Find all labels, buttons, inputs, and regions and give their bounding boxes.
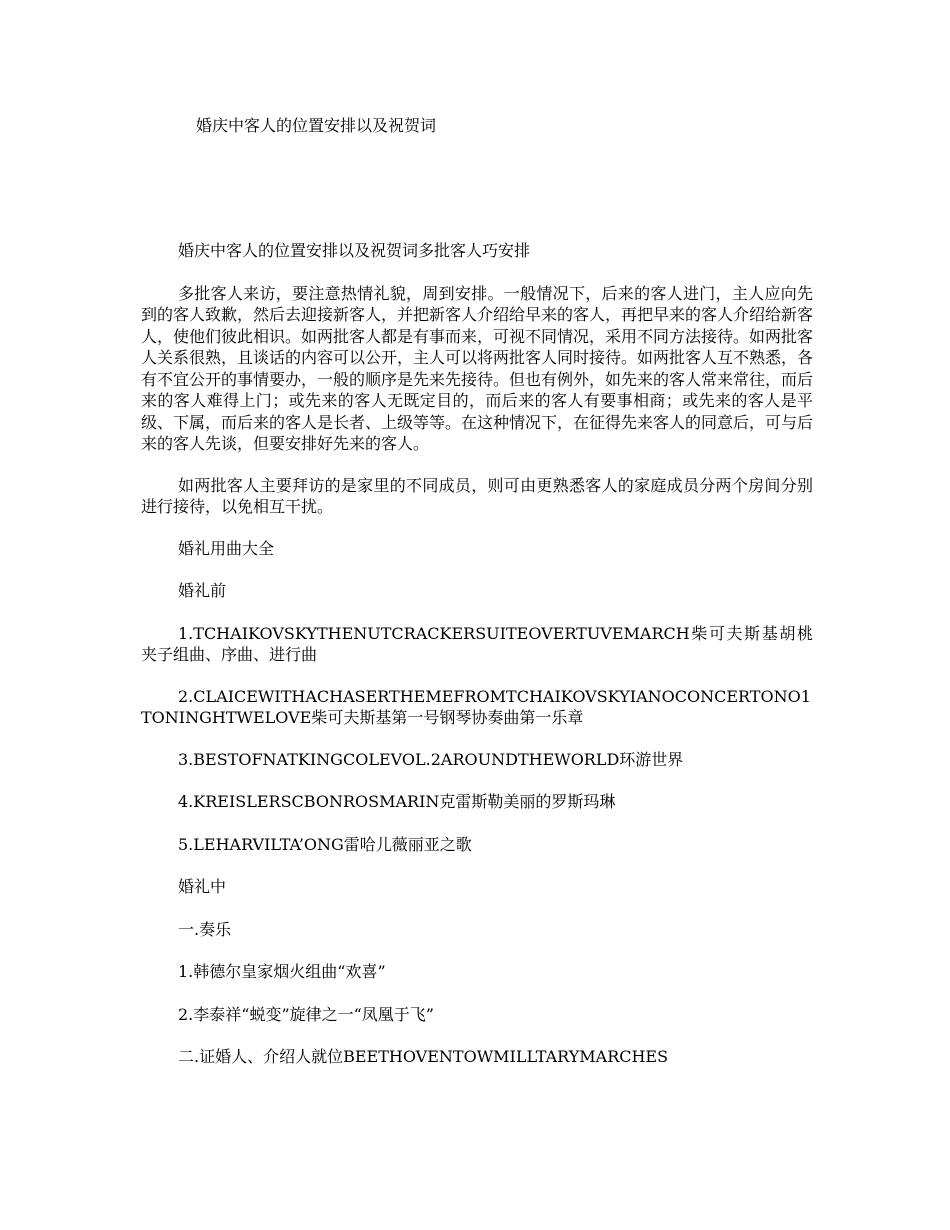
music-item: 3.BESTOFNATKINGCOLEVOL.2AROUNDTHEWORLD环游世界	[178, 749, 684, 769]
music-list-heading: 婚礼用曲大全	[178, 538, 275, 558]
music-item: 1.韩德尔皇家烟火组曲“欢喜”	[178, 962, 386, 981]
music-item: 5.LEHARVILTA’ONG雷哈儿薇丽亚之歌	[178, 834, 472, 854]
section-heading: 婚庆中客人的位置安排以及祝贺词多批客人巧安排	[178, 241, 531, 260]
paragraph-family-members: 如两批客人主要拜访的是家里的不同成员，则可由更熟悉客人的家庭成员分两个房间分别进行接待，以免相互干扰。	[141, 475, 813, 516]
ceremony-step: 二.证婚人、介绍人就位BEETHOVENTOWMILLTARYMARCHES	[178, 1047, 669, 1066]
music-item: 4.KREISLERSCBONROSMARIN克雷斯勒美丽的罗斯玛琳	[178, 792, 616, 811]
paragraph-multiple-guests: 多批客人来访，要注意热情礼貌，周到安排。一般情况下，后来的客人进门，主人应向先到的客人致歉，然后去迎接新客人，并把新客人介绍给早来的客人，再把早来的客人介绍给新客人，使他们彼此相识。如两批客人都是有事而来，可视不同情况，采用不同方法接待。如两批客人关系很熟，且谈话的内容可以公开，主人可以将两批客人同时接待。如两批客人互不熟悉，各有不宜公开的事情要办，一般的顺序是先来先接待。但也有例外，如先来的客人常来常往，而后来的客人难得上门；或先来的客人无既定目的，而后来的客人有要事相商；或先来的客人是平级、下属，而后来的客人是长者、上级等等。在这种情况下，在征得先来客人的同意后，可与后来的客人先谈，但要安排好先来的客人。	[141, 283, 814, 453]
during-ceremony-heading: 婚礼中	[178, 877, 227, 896]
music-item: 2.李泰祥“蜕变”旋律之一“凤凰于飞”	[178, 1004, 434, 1024]
music-item: 2.CLAICEWITHACHASERTHEMEFROMTCHAIKOVSKYIANOCONCERTONO1TONINGHTWELOVE柴可夫斯基第一号钢琴协奏曲第一乐章	[141, 686, 811, 727]
document-title: 婚庆中客人的位置安排以及祝贺词	[196, 116, 437, 135]
ceremony-step: 一.奏乐	[178, 919, 232, 939]
document-body	[141, 240, 813, 1089]
before-ceremony-heading: 婚礼前	[178, 581, 227, 600]
music-item: 1.TCHAIKOVSKYTHENUTCRACKERSUITEOVERTUVEMARCH柴可夫斯基胡桃夹子组曲、序曲、进行曲	[141, 623, 813, 664]
